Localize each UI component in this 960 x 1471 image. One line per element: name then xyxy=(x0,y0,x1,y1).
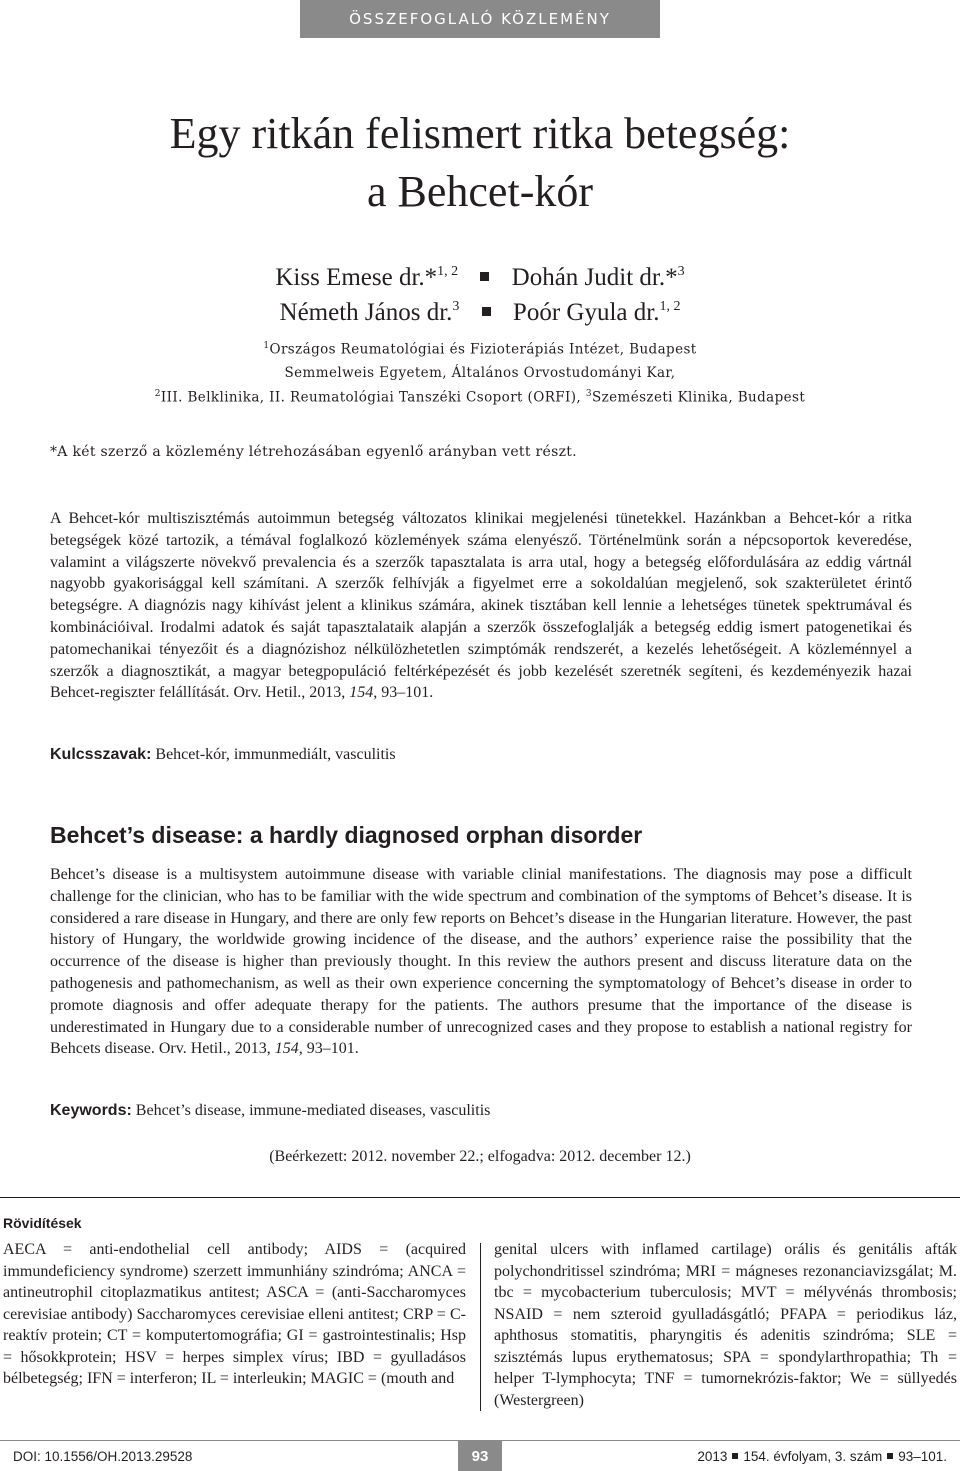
english-title: Behcet’s disease: a hardly diagnosed orphan disorder xyxy=(50,822,643,848)
abbreviations-heading: Rövidítések xyxy=(3,1215,82,1231)
abbreviations-column-2: genital ulcers with inflamed cartilage) orális és genitális afták polychondritissel szindróma; MRI = mágneses rezonanciavizsgálat; M. tbc = mycobacterium tuberculosis; MVT = mélyvénás thrombosis; NSAID = nem szteroid gyulladásgátló; PFAPA = periodikus láz, aphthosus stomatitis, pharyngitis és adenitis szindróma; SLE = szisztémás lupus erythematosus; SPA = spondylarthropathia; Th = helper T-lymphocyta; TNF = tumornekrózis-faktor; We = süllyedés (Westergreen) xyxy=(494,1241,957,1409)
abstract-hungarian xyxy=(50,508,912,704)
separator-square-icon xyxy=(887,1453,893,1459)
affiliation-1 xyxy=(0,341,960,358)
affiliation-sup: 3 xyxy=(585,389,592,399)
author-name: Németh János dr. xyxy=(279,299,453,326)
author-name: Dohán Judit dr.* xyxy=(511,264,678,291)
abstract-text: Behcet’s disease is a multisystem autoimmune disease with variable clinial manifestations. The diagnosis may pose a difficult challenge for the clinician, who has to be familiar with the wide spectrum and combination of the symptoms of Behcet’s disease. It is considered a rare disease in Hungary, and there are only few reports on Behcet’s disease in the Hungarian literature. However, the past history of Hungary, the worldwide growing incidence of the disease, and the authors’ experience raise the possibility that the occurrence of the disease is higher than previously thought. In this review the authors present and discuss literature data on the pathogenesis and pathomechanism, as well as their own experience concerning the symptomatology of Behcet’s disease in order to promote diagnosis and offer adequate therapy for the patients. The authors presume that the importance of the disease is underestimated in Hungary due to a considerable number of unrecognized cases and they propose to establish a national registry for Behcets disease. Orv. Hetil., 2013, xyxy=(50,866,912,1058)
citation-volume: 154, xyxy=(349,684,378,702)
keywords-value: Behcet’s disease, immune-mediated diseases, vasculitis xyxy=(135,1102,491,1119)
page-footer xyxy=(0,1440,960,1471)
citation-pages: 93–101. xyxy=(381,684,434,702)
keywords-value: Behcet-kór, immunmediált, vasculitis xyxy=(155,746,396,763)
keywords-label: Keywords: xyxy=(50,1102,132,1119)
abstract-text: A Behcet-kór multiszisztémás autoimmun betegség változatos klinikai megjelenési tünetekkel. Hazánkban a Behcet-kór a ritka betegségek közé tartozik, a témával foglalkozó közlemények száma elenyésző. Történelmünk során a népcsoportok keveredése, valamint a világszerte növekvő prevalencia és a szerzők tapasztalata is arra utal, hogy a betegség előfordulására az eddig vártnál nagyobb gyakorisággal kell számítani. A szerzők felhívják a figyelmet erre a sokoldalúan megjelenő, sok szakterületet érintő betegségre. A diagnózis nagy kihívást jelent a klinikus számára, akinek tisztában kell lennie a lehetséges tünetek spektrumával és kombinációival. Irodalmi adatok és saját tapasztalataik alapján a szerzők összefoglalják a betegség eddig ismert patogenetikai és patomechanikai tényezőit és a diagnózishoz nélkülözhetetlen szimptómák rendszerét, a kezelés lehetőségeit. A közleménnyel a szerzők a diagnosztikát, a magyar betegpopuláció feltérképezését és jobb kezelését szeretnék segíteni, és kezdeményezik hazai Behcet-regiszter felállítását. Orv. Hetil., 2013, xyxy=(50,510,912,702)
footer-pages: 93–101. xyxy=(898,1449,947,1464)
author-name: Poór Gyula dr. xyxy=(512,299,660,326)
separator-square-icon xyxy=(482,307,491,316)
page-number-label: 93 xyxy=(471,1447,489,1465)
affiliation-text: III. Belklinika, II. Reumatológiai Tanszéki Csoport (ORFI), xyxy=(160,389,582,406)
title-line-2: a Behcet-kór xyxy=(367,167,593,216)
received-dates: (Beérkezett: 2012. november 22.; elfogadva: 2012. december 12.) xyxy=(269,1148,691,1165)
column-divider xyxy=(480,1243,481,1411)
citation-pages: 93–101. xyxy=(306,1040,359,1058)
keywords-english xyxy=(50,1102,490,1120)
abstract-english xyxy=(50,864,912,1060)
divider xyxy=(0,1197,960,1198)
author-affiliation-sup: 3 xyxy=(677,264,685,279)
affiliation-sup: 2 xyxy=(154,389,161,399)
keywords-hungarian xyxy=(50,746,396,764)
affiliation-2-line-1 xyxy=(0,365,960,381)
affiliation-2-line-2 xyxy=(0,389,960,406)
title-line-1: Egy ritkán felismert ritka betegség: xyxy=(169,109,791,158)
page-number xyxy=(458,1441,502,1471)
footer-volume: 154. évfolyam, 3. szám xyxy=(743,1449,883,1464)
author-affiliation-sup: 1, 2 xyxy=(659,299,681,314)
author-list xyxy=(0,257,960,327)
author-name: Kiss Emese dr.* xyxy=(275,264,438,291)
separator-square-icon xyxy=(732,1453,738,1459)
citation-volume: 154, xyxy=(274,1040,303,1058)
affiliation-text: Országos Reumatológiai és Fizioterápiás Intézet, Budapest xyxy=(269,341,697,358)
keywords-label: Kulcsszavak: xyxy=(50,746,152,763)
author-affiliation-sup: 3 xyxy=(452,299,460,314)
footer-year: 2013 xyxy=(697,1449,728,1464)
section-label: ÖSSZEFOGLALÓ KÖZLEMÉNY xyxy=(349,10,611,28)
section-tag xyxy=(300,0,660,38)
article-title xyxy=(40,105,920,221)
equal-contribution-note: *A két szerző a közlemény létrehozásában egyenlő arányban vett részt. xyxy=(50,444,577,460)
doi: DOI: 10.1556/OH.2013.29528 xyxy=(13,1449,193,1464)
affiliation-text: Szemészeti Klinika, Budapest xyxy=(591,389,806,406)
volume-info xyxy=(697,1449,947,1464)
affiliation-sup: 1 xyxy=(263,341,270,351)
affiliation-text: Semmelweis Egyetem, Általános Orvostudományi Kar, xyxy=(284,365,676,381)
abbreviations-column-1: AECA = anti-endothelial cell antibody; AIDS = (acquired immundeficiency syndrome) szerzett immunhiány szindróma; ANCA = antineutrophil citoplazmatikus antitest; ASCA = (anti-Saccharomyces cerevisiae antibody) Saccharomyces cerevisiae elleni antitest; CRP = C-reaktív protein; CT = komputertomográfia; GI = gastrointestinalis; Hsp = hősokkprotein; HSV = herpes simplex vírus; IBD = gyulladásos bélbetegség; IFN = interferon; IL = interleukin; MAGIC = (mouth and xyxy=(3,1241,466,1387)
separator-square-icon xyxy=(480,272,489,281)
author-affiliation-sup: 1, 2 xyxy=(437,264,459,279)
